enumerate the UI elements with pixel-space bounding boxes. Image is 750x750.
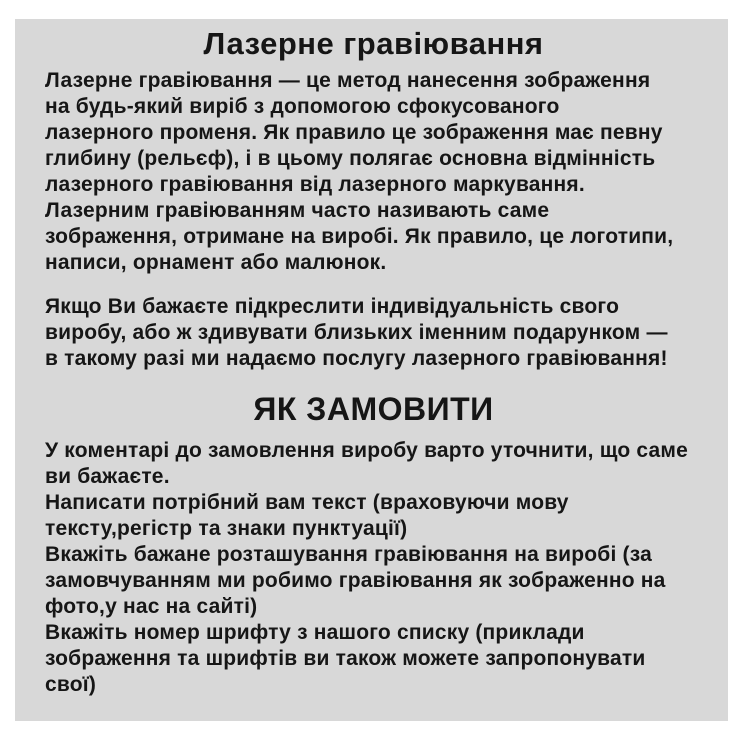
how-to-order-paragraph: [45, 438, 702, 698]
text-line: написи, орнамент або малюнок.: [45, 251, 387, 274]
text-line: ви бажаєте.: [45, 465, 170, 488]
page-title: Лазерне гравіювання: [203, 26, 544, 61]
text-line: фото,у нас на сайті): [45, 595, 258, 618]
text-line: Вкажіть бажане розташування гравіювання на виробі (за: [45, 543, 652, 566]
text-line: Вкажіть номер шрифту з нашого списку (приклади: [45, 621, 585, 644]
text-line: глибину (рельєф), і в цьому полягає основна відмінність: [45, 147, 656, 170]
how-to-order-heading: ЯК ЗАМОВИТИ: [253, 391, 494, 427]
text-line: тексту,регістр та знаки пунктуації): [45, 517, 408, 540]
text-line: лазерного променя. Як правило це зображення має певну: [45, 121, 663, 144]
text-line: свої): [45, 673, 97, 696]
text-line: в такому разі ми надаємо послугу лазерного гравіювання!: [45, 347, 668, 370]
offer-paragraph: [45, 294, 702, 372]
text-line: на будь-який виріб з допомогою сфокусованого: [45, 95, 560, 118]
text-line: зображення та шрифтів ви також можете запропонувати: [45, 647, 646, 670]
text-line: лазерного гравіювання від лазерного маркування.: [45, 173, 585, 196]
text-line: Лазерним гравіюванням часто називають саме: [45, 199, 550, 222]
info-panel: [15, 19, 728, 721]
intro-paragraph: [45, 68, 702, 276]
text-line: зображення, отримане на виробі. Як правило, це логотипи,: [45, 225, 674, 248]
text-line: Написати потрібний вам текст (враховуючи мову: [45, 491, 569, 514]
text-line: Лазерне гравіювання — це метод нанесення зображення: [45, 69, 651, 92]
text-line: У коментарі до замовлення виробу варто уточнити, що саме: [45, 439, 689, 462]
text-line: Якщо Ви бажаєте підкреслити індивідуальність свого: [45, 295, 620, 318]
text-line: замовчуванням ми робимо гравіювання як зображенно на: [45, 569, 666, 592]
text-line: виробу, або ж здивувати близьких іменним подарунком —: [45, 321, 668, 344]
panel-content: [15, 25, 728, 698]
